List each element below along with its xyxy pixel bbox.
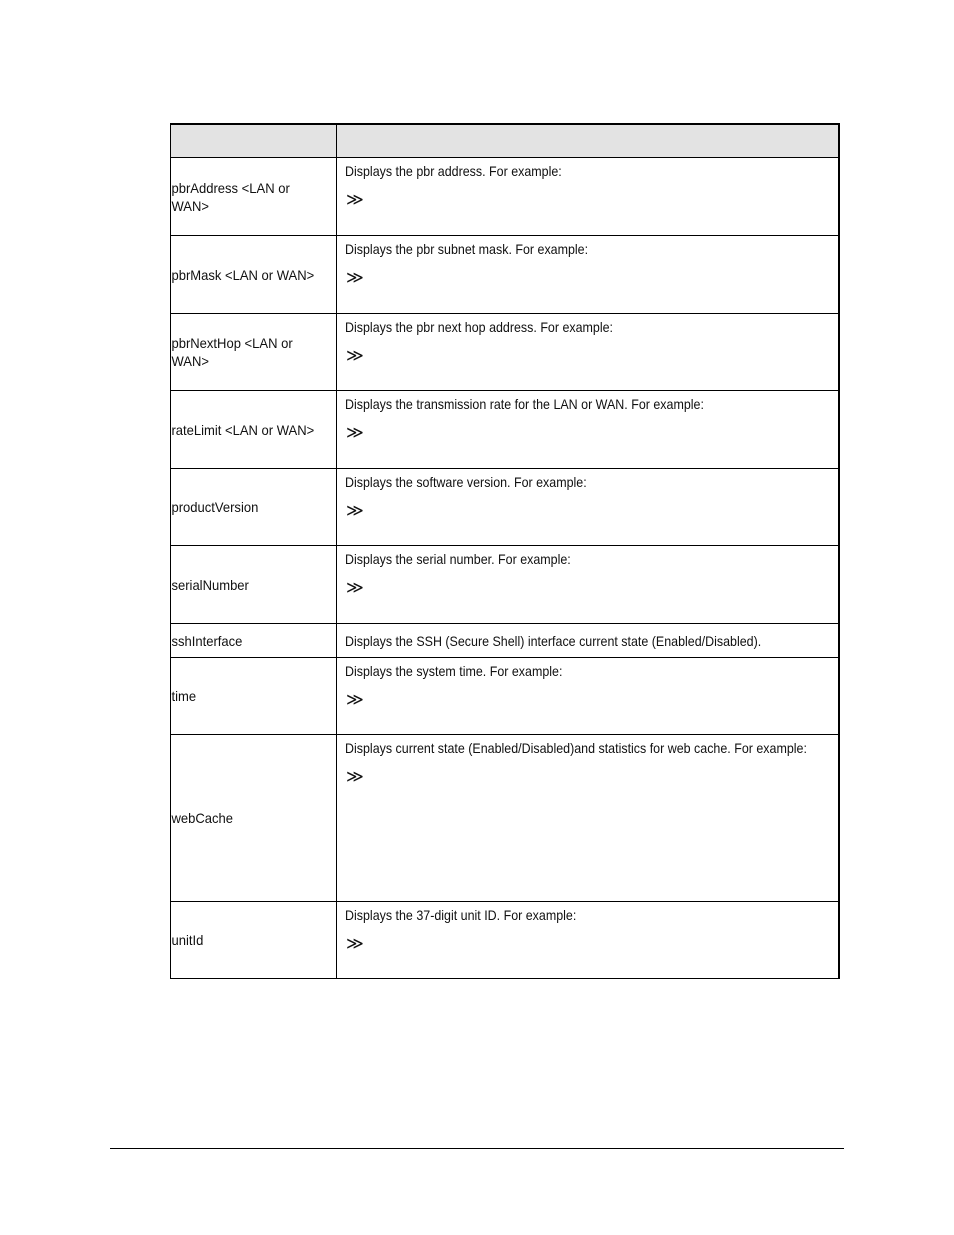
header-cell-parameter (171, 124, 337, 158)
parameter-description: Displays the system time. For example: (345, 663, 563, 679)
double-chevron-right-icon: ≫ (346, 501, 364, 521)
parameter-description-cell (337, 902, 839, 979)
parameter-name: pbrAddress <LAN or WAN> (171, 158, 325, 236)
parameter-name: unitId (171, 902, 325, 979)
table-row (171, 658, 839, 735)
parameter-name: serialNumber (171, 546, 325, 624)
double-chevron-right-icon: ≫ (346, 578, 364, 598)
double-chevron-right-icon: ≫ (346, 934, 364, 954)
table-row (171, 902, 839, 979)
parameter-description-cell (337, 236, 839, 314)
double-chevron-right-icon: ≫ (346, 767, 364, 787)
parameter-description-cell (337, 658, 839, 735)
table-row (171, 314, 839, 391)
parameter-description: Displays the pbr subnet mask. For example: (345, 241, 589, 257)
parameter-description: Displays the 37-digit unit ID. For example: (345, 907, 577, 923)
parameter-description: Displays the SSH (Secure Shell) interface current state (Enabled/Disabled). (345, 632, 762, 649)
parameter-name: pbrMask <LAN or WAN> (171, 236, 325, 314)
table-row (171, 158, 839, 236)
parameter-description-cell (337, 624, 839, 658)
double-chevron-right-icon: ≫ (346, 190, 364, 210)
parameter-name: rateLimit <LAN or WAN> (171, 391, 325, 469)
parameter-description: Displays the pbr next hop address. For example: (345, 319, 614, 335)
double-chevron-right-icon: ≫ (346, 423, 364, 443)
table-row (171, 735, 839, 902)
parameter-description: Displays the pbr address. For example: (345, 163, 562, 179)
parameter-description: Displays the software version. For example: (345, 474, 587, 490)
parameter-description: Displays the serial number. For example: (345, 551, 571, 567)
parameter-description-cell (337, 314, 839, 391)
footer-divider (110, 1148, 844, 1149)
parameter-description: Displays current state (Enabled/Disabled)and statistics for web cache. For example: (345, 740, 807, 756)
parameter-name: webCache (171, 735, 325, 902)
parameter-name: productVersion (171, 469, 325, 546)
parameter-name: sshInterface (171, 624, 325, 658)
parameter-table (170, 123, 840, 979)
parameter-name: pbrNextHop <LAN or WAN> (171, 314, 325, 391)
double-chevron-right-icon: ≫ (346, 268, 364, 288)
table-row (171, 391, 839, 469)
header-cell-description (337, 124, 839, 158)
table-row (171, 546, 839, 624)
parameter-name: time (171, 658, 325, 735)
table-row (171, 236, 839, 314)
parameter-description-cell (337, 391, 839, 469)
parameter-description-cell (337, 469, 839, 546)
double-chevron-right-icon: ≫ (346, 690, 364, 710)
parameter-description: Displays the transmission rate for the LAN or WAN. For example: (345, 396, 704, 412)
table-header-row (171, 124, 839, 158)
table-row (171, 624, 839, 658)
parameter-description-cell (337, 546, 839, 624)
double-chevron-right-icon: ≫ (346, 346, 364, 366)
table-row (171, 469, 839, 546)
parameter-description-cell (337, 158, 839, 236)
parameter-description-cell (337, 735, 839, 902)
